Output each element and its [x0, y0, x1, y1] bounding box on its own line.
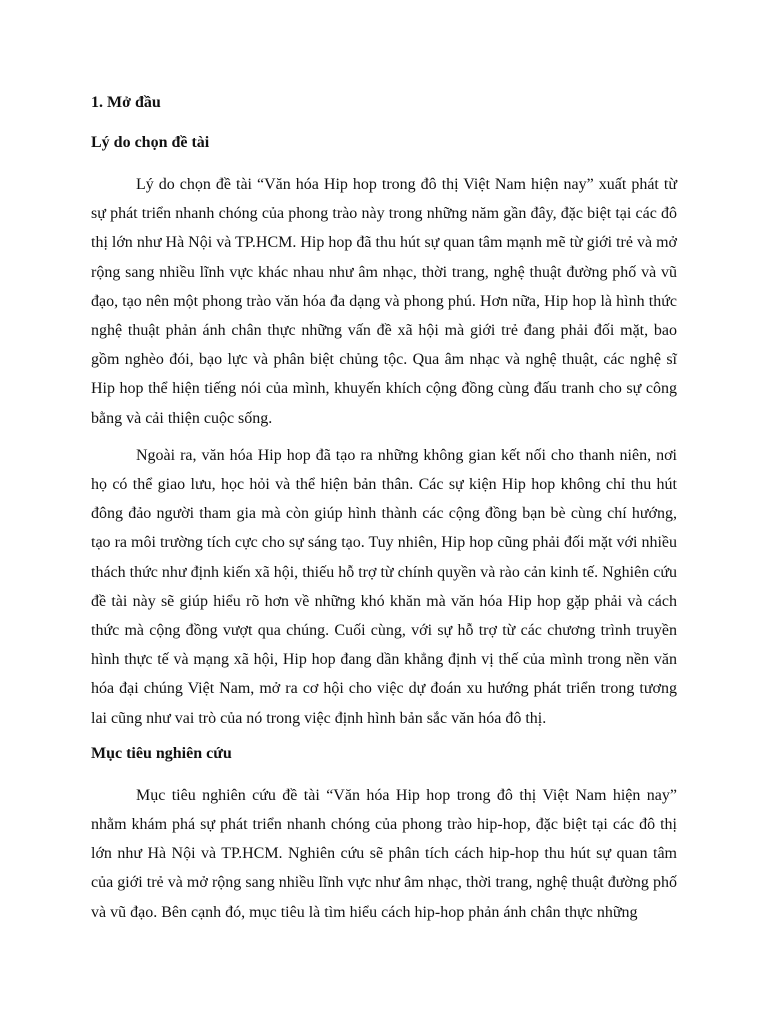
subsection-title-reason: Lý do chọn đề tài [91, 134, 210, 151]
subsection-title-goal: Mục tiêu nghiên cứu [91, 744, 232, 762]
document-page [91, 90, 677, 935]
paragraph: Ngoài ra, văn hóa Hip hop đã tạo ra những không gian kết nối cho thanh niên, nơi họ có thể giao lưu, học hỏi và thể hiện bản thân. Các sự kiện Hip hop không chỉ thu hút đông đảo người tham gia mà còn giúp hình thành các cộng đồng bạn bè cùng chí hướng, tạo ra môi trường tích cực cho sự sáng tạo. Tuy nhiên, Hip hop cũng phải đối mặt với nhiều thách thức như định kiến xã hội, thiếu hỗ trợ từ chính quyền và rào cản kinh tế. Nghiên cứu đề tài này sẽ giúp hiểu rõ hơn về những khó khăn mà văn hóa Hip hop gặp phải và cách thức mà cộng đồng vượt qua chúng. Cuối cùng, với sự hỗ trợ từ các chương trình truyền hình thực tế và mạng xã hội, Hip hop đang dần khẳng định vị thế của mình trong nền văn hóa đại chúng Việt Nam, mở ra cơ hội cho việc dự đoán xu hướng phát triển trong tương lai cũng như vai trò của nó trong việc định hình bản sắc văn hóa đô thị. [91, 446, 677, 727]
paragraph: Mục tiêu nghiên cứu đề tài “Văn hóa Hip hop trong đô thị Việt Nam hiện nay” nhằm khám phá sự phát triển nhanh chóng của phong trào hip-hop, đặc biệt tại các đô thị lớn như Hà Nội và TP.HCM. Nghiên cứu sẽ phân tích cách hip-hop thu hút sự quan tâm của giới trẻ và mở rộng sang nhiều lĩnh vực như âm nhạc, thời trang, nghệ thuật đường phố và vũ đạo. Bên cạnh đó, mục tiêu là tìm hiểu cách hip-hop phản ánh chân thực những [91, 786, 677, 921]
section-title: 1. Mở đầu [91, 94, 161, 111]
paragraph: Lý do chọn đề tài “Văn hóa Hip hop trong đô thị Việt Nam hiện nay” xuất phát từ sự phát triển nhanh chóng của phong trào này trong những năm gần đây, đặc biệt tại các đô thị lớn như Hà Nội và TP.HCM. Hip hop đã thu hút sự quan tâm mạnh mẽ từ giới trẻ và mở rộng sang nhiều lĩnh vực khác nhau như âm nhạc, thời trang, nghệ thuật đường phố và vũ đạo, tạo nên một phong trào văn hóa đa dạng và phong phú. Hơn nữa, Hip hop là hình thức nghệ thuật phản ánh chân thực những vấn đề xã hội mà giới trẻ đang phải đối mặt, bao gồm nghèo đói, bạo lực và phân biệt chủng tộc. Qua âm nhạc và nghệ thuật, các nghệ sĩ Hip hop thể hiện tiếng nói của mình, khuyến khích cộng đồng cùng đấu tranh cho sự công bằng và cải thiện cuộc sống. [91, 176, 677, 427]
